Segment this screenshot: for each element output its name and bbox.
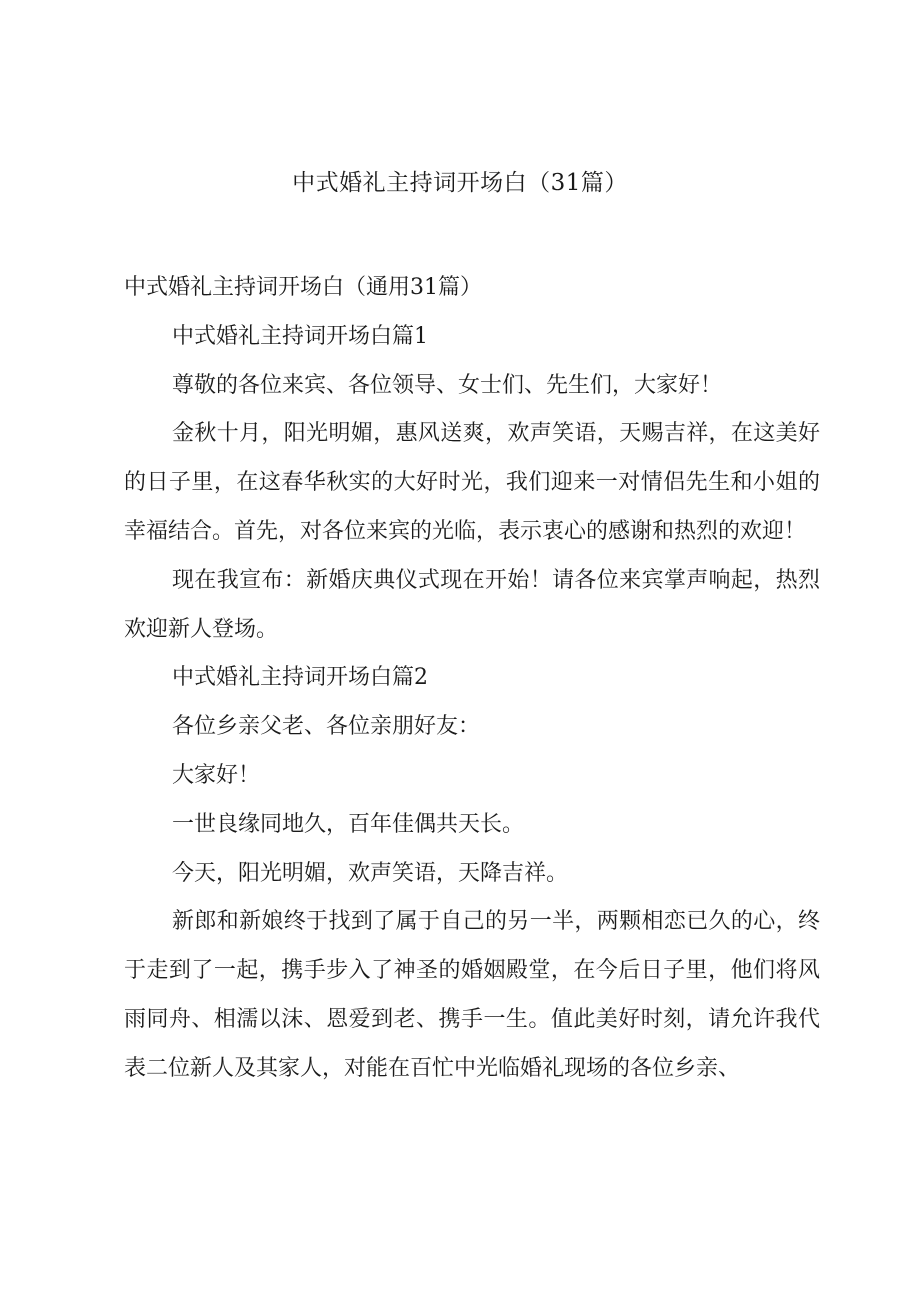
paragraph: 大家好！ xyxy=(172,762,261,788)
paragraph: 现在我宣布：新婚庆典仪式现在开始！请各位来宾掌声响起，热烈欢迎新人登场。 xyxy=(124,567,820,642)
section-heading: 中式婚礼主持词开场白篇1 xyxy=(172,323,428,349)
paragraph: 新郎和新娘终于找到了属于自己的另一半，两颗相恋已久的心，终于走到了一起，携手步入了神圣的婚姻殿堂，在今后日子里，他们将风雨同舟、相濡以沫、恩爱到老、携手一生。值此美好时刻，请允许我代表二位新人及其家人，对能在百忙中光临婚礼现场的各位乡亲、 xyxy=(124,909,820,1081)
document-subtitle: 中式婚礼主持词开场白（通用31篇） xyxy=(124,275,482,300)
paragraph: 金秋十月，阳光明媚，惠风送爽，欢声笑语，天赐吉祥，在这美好的日子里，在这春华秋实的大好时光，我们迎来一对情侣先生和小姐的幸福结合。首先，对各位来宾的光临，表示衷心的感谢和热烈的欢迎！ xyxy=(124,421,820,544)
paragraph: 今天，阳光明媚，欢声笑语，天降吉祥。 xyxy=(172,860,569,886)
paragraph: 尊敬的各位来宾、各位领导、女士们、先生们，大家好！ xyxy=(172,372,723,398)
section-heading: 中式婚礼主持词开场白篇2 xyxy=(172,665,428,691)
paragraph: 各位乡亲父老、各位亲朋好友： xyxy=(172,714,481,740)
document-title: 中式婚礼主持词开场白（31篇） xyxy=(292,170,628,196)
document-body xyxy=(124,264,820,1094)
paragraph: 一世良缘同地久，百年佳偶共天长。 xyxy=(172,811,525,837)
